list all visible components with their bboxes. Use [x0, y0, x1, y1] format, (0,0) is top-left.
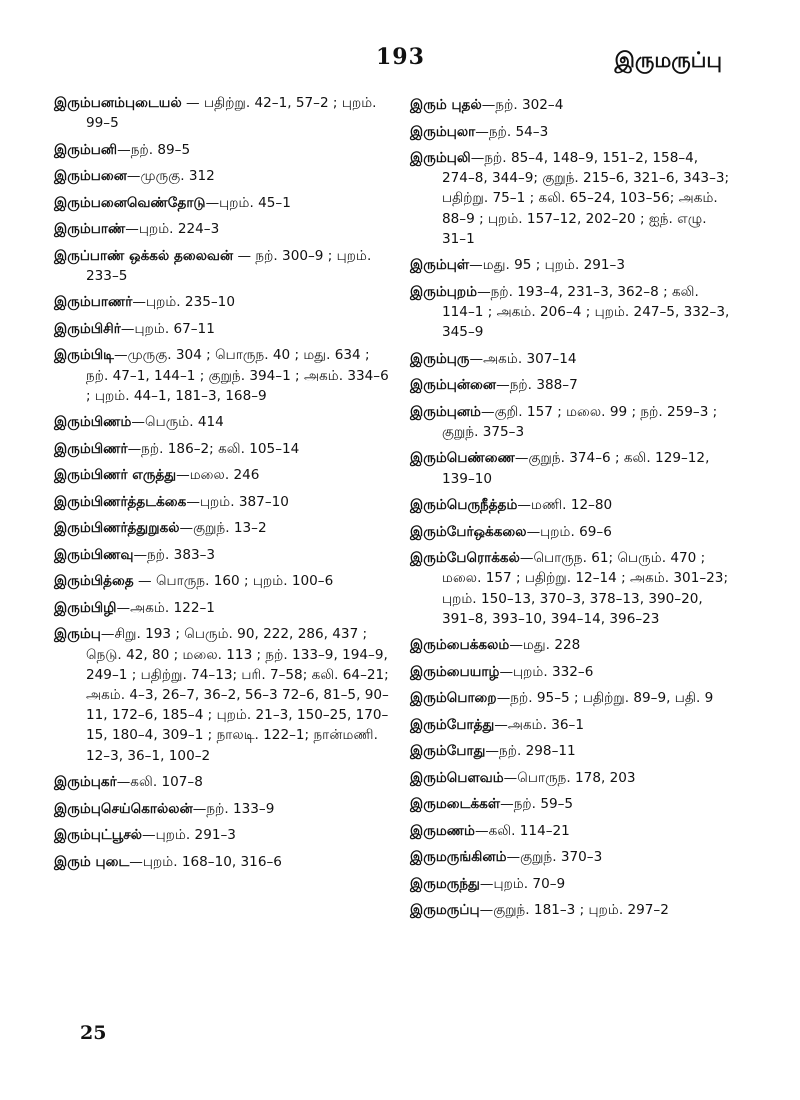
entry-headword: இரும்பொறை [410, 690, 497, 707]
entry-headword: இரும்பிணவு [54, 546, 134, 563]
entry-headword: இரும் புதல் [410, 97, 482, 113]
index-entry [410, 448, 730, 488]
entry-references: —புறம். 291–3 [142, 827, 236, 844]
entry-references: —குறுந். 374–6 ; கலி. 129–12, 139–10 [442, 450, 710, 487]
index-entry [54, 492, 392, 512]
index-entry [410, 495, 730, 515]
entry-references: —அகம். 36–1 [494, 716, 585, 733]
entry-headword: இரும்பேர்ஒக்கலை [410, 523, 527, 540]
index-entry [54, 193, 392, 213]
entry-references: —நற். 85–4, 148–9, 151–2, 158–4, 274–8, 344–9; குறுந். 215–6, 321–6, 343–3; பதிற்று. 75–1 ; கலி. 65–24, 103–56; அகம். 88–9 ; புறம். 157–12, 202–20 ; ஐந். எழு. 31–1 [442, 150, 730, 247]
entry-references: —புறம். 70–9 [479, 875, 566, 892]
entry-references: —குறுந். 181–3 ; புறம். 297–2 [479, 902, 669, 919]
entry-headword: இரும்பு [54, 626, 101, 643]
index-entry [54, 598, 392, 618]
entry-references: —நற். 59–5 [500, 796, 574, 813]
entry-headword: இருமருப்பு [410, 902, 480, 919]
index-entry [410, 282, 730, 343]
entry-headword: இரும்பிணர்த்துறுகல் [54, 520, 180, 537]
index-entry [54, 465, 392, 485]
entry-headword: இரும்பிழி [54, 599, 117, 616]
entry-references: —நற். 193–4, 231–3, 362–8 ; கலி. 114–1 ; அகம். 206–4 ; புறம். 247–5, 332–3, 345–9 [442, 283, 730, 341]
index-entry [54, 345, 392, 406]
entry-references: —கலி. 114–21 [475, 822, 570, 839]
entry-references: —புறம். 69–6 [526, 523, 612, 540]
entry-headword: இரும்பித்தை [54, 573, 134, 590]
signature-mark: 25 [80, 1022, 107, 1044]
entry-references: —பெரும். 414 [131, 414, 224, 431]
index-entry [54, 246, 392, 286]
entry-headword: இரும்பையாழ் [410, 663, 500, 680]
entry-headword: இரும்பெருநீத்தம் [410, 497, 518, 514]
index-entry [410, 662, 730, 682]
entry-references: —நற். 298–11 [485, 743, 576, 760]
index-entry [410, 255, 730, 275]
entry-headword: இரும்புசெய்கொல்லன் [54, 800, 193, 817]
entry-headword: இரும்பாணர் [54, 294, 133, 311]
index-entry [410, 688, 730, 708]
entry-headword: இரும்பாண் [54, 221, 126, 238]
entry-references: —மது. 228 [509, 637, 581, 654]
entry-references: —கலி. 107–8 [116, 774, 203, 791]
entry-headword: இரும்புட்பூசல் [54, 827, 143, 844]
index-entry [410, 95, 730, 115]
entry-references: —நற். 186–2; கலி. 105–14 [127, 440, 300, 457]
entry-references: —நற். 95–5 ; பதிற்று. 89–9, பதி. 9 [496, 690, 714, 707]
index-entry [410, 874, 730, 894]
entry-headword: இரும்பேரொக்கல் [410, 550, 520, 567]
index-entry [410, 900, 730, 920]
running-head: இருமருப்பு [614, 48, 722, 72]
entry-headword: இரும் புடை [54, 853, 130, 870]
index-entry [54, 439, 392, 459]
index-entry [54, 852, 392, 872]
entry-references: —நற். 54–3 [475, 123, 549, 140]
entry-references: —குறுந். 13–2 [179, 520, 267, 537]
entry-headword: இரும்பைக்கலம் [410, 637, 510, 654]
index-column-left [54, 93, 392, 878]
entry-references: —புறம். 168–10, 316–6 [129, 853, 282, 870]
index-entry [410, 741, 730, 761]
index-entry [410, 548, 730, 629]
index-entry [54, 292, 392, 312]
entry-headword: இரும்புனம் [410, 403, 481, 420]
entry-references: —பொருந. 178, 203 [503, 769, 636, 786]
entry-headword: இரும்புள் [410, 257, 470, 274]
index-column-right [410, 95, 730, 927]
entry-references: —மணி. 12–80 [517, 497, 613, 514]
entry-headword: இரும்பனம்புடையல் [54, 95, 182, 111]
index-entry [54, 140, 392, 160]
index-entry [54, 571, 392, 591]
entry-headword: இரும்புறம் [410, 283, 478, 300]
index-entry [410, 148, 730, 249]
entry-references: —குறுந். 370–3 [506, 849, 603, 866]
entry-references: —நற். 89–5 [117, 141, 191, 158]
entry-references: —மது. 95 ; புறம். 291–3 [469, 257, 625, 274]
index-entry [54, 799, 392, 819]
entry-references: —மலை. 246 [176, 467, 260, 484]
index-entry [410, 821, 730, 841]
entry-references: —புறம். 224–3 [125, 221, 220, 238]
index-entry [410, 375, 730, 395]
index-entry [410, 847, 730, 867]
entry-headword: இரும்பிணர் [54, 440, 128, 457]
entry-references: —புறம். 45–1 [205, 194, 291, 211]
entry-headword: இரும்பிணர் எருத்து [54, 467, 177, 484]
entry-references: —அகம். 122–1 [116, 599, 215, 616]
index-entry [54, 219, 392, 239]
entry-headword: இரும்புரு [410, 350, 470, 367]
entry-headword: இருமருங்கினம் [410, 849, 507, 866]
index-entry [54, 825, 392, 845]
index-entry [410, 349, 730, 369]
entry-headword: இரும்பிணர்த்தடக்கை [54, 493, 187, 510]
entry-headword: இரும்பனை [54, 168, 127, 185]
index-entry [410, 794, 730, 814]
entry-references: —சிறு. 193 ; பெரும். 90, 222, 286, 437 ; நெடு. 42, 80 ; மலை. 113 ; நற். 133–9, 194–9, 249–1 ; பதிற்று. 74–13; பரி. 7–58; கலி. 64–21; அகம். 4–3, 26–7, 36–2, 56–3 72–6, 81–5, 90–11, 172–6, 185–4 ; புறம். 21–3, 150–25, 170–15, 180–4, 309–1 ; நாலடி. 122–1; நான்மணி. 12–3, 36–1, 100–2 [86, 626, 389, 764]
entry-headword: இரும்பெண்ணை [410, 450, 515, 467]
index-entry [410, 522, 730, 542]
entry-references: —நற். 302–4 [481, 97, 564, 113]
index-entry [54, 624, 392, 765]
index-entry [54, 412, 392, 432]
index-entry [54, 319, 392, 339]
index-entry [54, 166, 392, 186]
entry-references: — பதிற்று. 42–1, 57–2 ; புறம். 99–5 [86, 95, 377, 132]
entry-references: —குறி. 157 ; மலை. 99 ; நற். 259–3 ; குறுந். 375–3 [442, 403, 718, 440]
entry-references: —புறம். 332–6 [499, 663, 594, 680]
index-entry [54, 93, 392, 133]
entry-headword: இரும்பிடி [54, 347, 114, 364]
entry-headword: இரும்பனி [54, 141, 118, 158]
entry-headword: இரும்பனைவெண்தோடு [54, 194, 206, 211]
index-entry [410, 402, 730, 442]
index-entry [410, 122, 730, 142]
entry-headword: இருமணம் [410, 822, 475, 839]
entry-headword: இருமடைக்கள் [410, 796, 501, 813]
entry-headword: இரும்புன்னை [410, 377, 497, 394]
entry-references: —நற். 133–9 [192, 800, 275, 817]
index-entry [54, 545, 392, 565]
entry-references: —புறம். 67–11 [120, 320, 215, 337]
page-number: 193 [376, 44, 425, 70]
entry-headword: இரும்பௌவம் [410, 769, 504, 786]
entry-headword: இரும்புகர் [54, 774, 117, 791]
entry-references: —புறம். 387–10 [186, 493, 289, 510]
entry-headword: இரும்பிசிர் [54, 320, 121, 337]
entry-references: —நற். 383–3 [133, 546, 216, 563]
entry-references: — நற். 300–9 ; புறம். 233–5 [86, 247, 372, 284]
entry-headword: இருமருந்து [410, 875, 480, 892]
entry-headword: இரும்புலி [410, 150, 471, 166]
entry-references: —நற். 388–7 [496, 377, 578, 394]
entry-headword: இரும்போத்து [410, 716, 495, 733]
entry-headword: இரும்புலா [410, 123, 476, 140]
entry-headword: இரும்போது [410, 743, 486, 760]
index-entry [54, 518, 392, 538]
index-entry [410, 768, 730, 788]
entry-references: —முருகு. 312 [126, 168, 215, 185]
entry-references: — பொருந. 160 ; புறம். 100–6 [133, 573, 334, 590]
entry-headword: இரும்பிணம் [54, 414, 132, 431]
entry-references: —முருகு. 304 ; பொருந. 40 ; மது. 634 ; நற். 47–1, 144–1 ; குறுந். 394–1 ; அகம். 334–6 ; புறம். 44–1, 181–3, 168–9 [86, 347, 389, 404]
index-entry [410, 715, 730, 735]
entry-headword: இருப்பாண் ஒக்கல் தலைவன் [54, 247, 234, 264]
entry-references: —புறம். 235–10 [132, 294, 235, 311]
entry-references: —பொருந. 61; பெரும். 470 ; மலை. 157 ; பதிற்று. 12–14 ; அகம். 301–23; புறம். 150–13, 370–3, 378–13, 390–20, 391–8, 393–10, 394–14, 396–23 [442, 550, 729, 627]
index-entry [410, 635, 730, 655]
index-entry [54, 772, 392, 792]
entry-references: —அகம். 307–14 [469, 350, 577, 367]
